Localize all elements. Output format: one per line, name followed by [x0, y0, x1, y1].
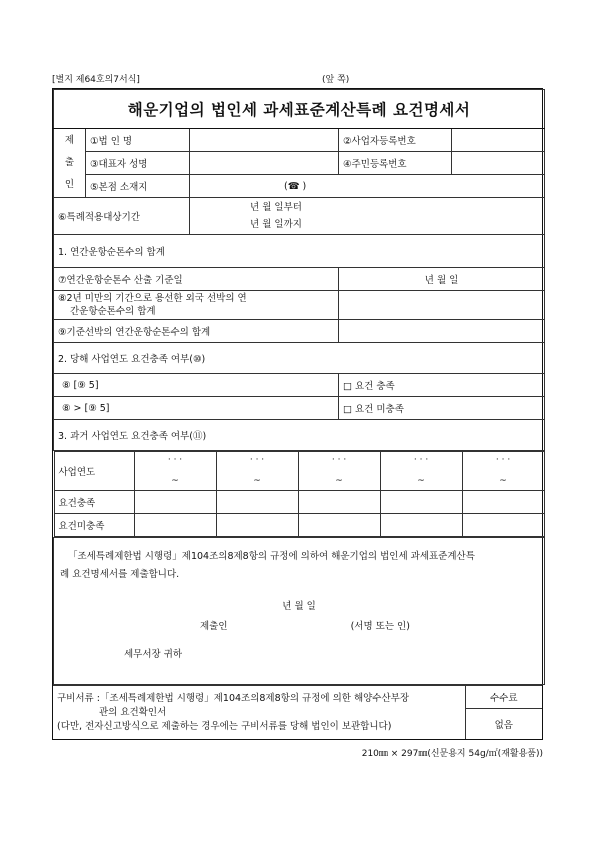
unmet-cell[interactable]: [134, 514, 216, 537]
biz-reg-no-label: ②사업자등록번호: [339, 129, 452, 152]
addressee: 세무서장 귀하: [124, 649, 183, 660]
business-year-cell[interactable]: · · · ~: [298, 452, 380, 491]
unmet-cell[interactable]: [380, 514, 462, 537]
met-cell[interactable]: [216, 491, 298, 514]
met-cell[interactable]: [462, 491, 544, 514]
unmet-cell[interactable]: [298, 514, 380, 537]
condition-met-checkbox[interactable]: □ 요건 충족: [339, 374, 545, 397]
corp-name-label: ①법 인 명: [86, 129, 190, 152]
form-frame: [52, 88, 543, 740]
form-title: 해운기업의 법인세 과세표준계산특례 요건명세서: [54, 90, 545, 129]
row7-date-field[interactable]: 년 월 일: [339, 268, 545, 291]
hq-address-field[interactable]: [190, 175, 545, 198]
met-cell[interactable]: [380, 491, 462, 514]
condition-unmet-formula: ⑧ > [⑨ 5]: [54, 397, 339, 420]
signature-field[interactable]: (서명 또는 인): [350, 621, 410, 632]
applicant-section-label: 제 출 인: [54, 129, 86, 198]
fee-value: 없음: [465, 709, 542, 740]
submitter-label: 제출인: [200, 621, 228, 632]
row8-field[interactable]: [339, 291, 545, 320]
attachments-text: 구비서류 :「조세특례제한법 시행령」제104조의8제8항의 규정에 의한 해양수산부장 관의 요건확인서 (다만, 전자신고방식으로 제출하는 경우에는 구비서류를 당해 법인이 보관합니다): [53, 686, 465, 740]
period-from: 년 월 일부터: [250, 202, 302, 213]
business-year-cell[interactable]: · · · ~: [134, 452, 216, 491]
attachments-table: [53, 685, 542, 739]
biz-reg-no-field[interactable]: [452, 129, 545, 152]
resident-no-label: ④주민등록번호: [339, 152, 452, 175]
declaration-date[interactable]: 년 월 일: [282, 601, 316, 612]
met-cell[interactable]: [134, 491, 216, 514]
business-year-cell[interactable]: · · · ~: [462, 452, 544, 491]
fee-label: 수수료: [465, 686, 542, 709]
condition-met-formula: ⑧ [⑨ 5]: [54, 374, 339, 397]
corp-name-field[interactable]: [190, 129, 339, 152]
hq-address-label: ⑤본점 소재지: [86, 175, 190, 198]
row9-label: ⑨기준선박의 연간운항순톤수의 합계: [54, 320, 339, 343]
section3-heading: 3. 과거 사업연도 요건충족 여부(⑪): [54, 420, 545, 451]
business-year-cell[interactable]: · · · ~: [380, 452, 462, 491]
unmet-row-label: 요건미충족: [54, 514, 134, 537]
business-year-label: 사업연도: [54, 452, 134, 491]
section1-heading: 1. 연간운항순톤수의 합계: [54, 235, 545, 268]
row7-label: ⑦연간운항순톤수 산출 기준일: [54, 268, 339, 291]
unmet-cell[interactable]: [216, 514, 298, 537]
met-row-label: 요건충족: [54, 491, 134, 514]
form-table: [53, 89, 545, 685]
submitter-line: [60, 618, 538, 632]
unmet-cell[interactable]: [462, 514, 544, 537]
declaration-block: [54, 538, 545, 685]
resident-no-field[interactable]: [452, 152, 545, 175]
met-cell[interactable]: [298, 491, 380, 514]
rep-name-label: ③대표자 성명: [86, 152, 190, 175]
section2-heading: 2. 당해 사업연도 요건충족 여부(⑩): [54, 343, 545, 374]
period-label: ⑥특례적용대상기간: [54, 198, 190, 235]
period-field[interactable]: [190, 198, 545, 235]
row9-field[interactable]: [339, 320, 545, 343]
page-side: (앞 쪽): [322, 75, 350, 85]
history-table: [54, 451, 545, 537]
business-year-cell[interactable]: · · · ~: [216, 452, 298, 491]
declaration-text: 「조세특례제한법 시행령」제104조의8제8항의 규정에 의하여 해운기업의 법인세 과세표준계산특 례 요건명세서를 제출합니다.: [60, 551, 475, 580]
row8-label: ⑧2년 미만의 기간으로 용선한 외국 선박의 연 간운항순톤수의 합계: [54, 291, 339, 320]
form-header: [52, 70, 543, 86]
form-number: [별지 제64호의7서식]: [52, 75, 140, 85]
period-to: 년 월 일까지: [250, 219, 302, 230]
rep-name-field[interactable]: [190, 152, 339, 175]
condition-unmet-checkbox[interactable]: □ 요건 미충족: [339, 397, 545, 420]
phone-field[interactable]: (☎ ): [284, 180, 307, 192]
